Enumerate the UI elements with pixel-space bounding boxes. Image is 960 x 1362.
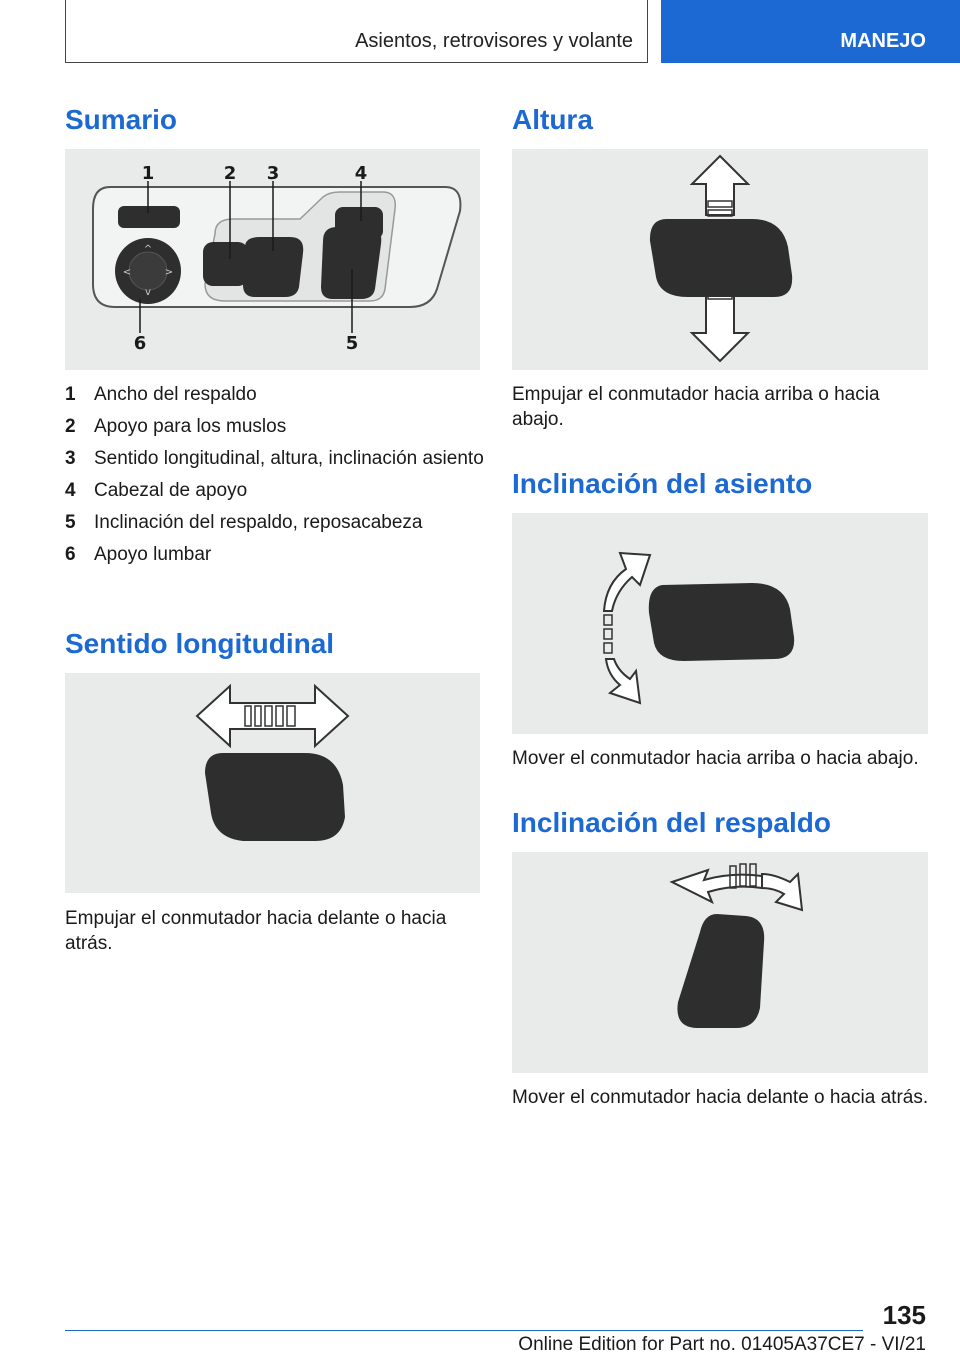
seat-tilt-illustration — [512, 513, 928, 734]
svg-text:<: < — [122, 267, 132, 278]
footer-edition: Online Edition for Part no. 01405A37CE7 - VI/21 — [518, 1334, 926, 1355]
legend-text: Inclinación del respaldo, reposacabeza — [94, 512, 423, 533]
legend-item — [65, 414, 485, 439]
heading-sumario: Sumario — [65, 104, 178, 135]
longitudinal-arrow-illustration — [65, 673, 480, 893]
legend-number: 4 — [65, 480, 76, 501]
header-chapter-title: MANEJO — [840, 30, 926, 52]
callout-4: 4 — [354, 163, 368, 184]
figure-inclinacion-asiento — [512, 513, 928, 734]
figure-longitudinal — [65, 673, 480, 893]
header-section-title: Asientos, retrovisores y volante — [355, 30, 633, 52]
legend-number: 1 — [65, 384, 76, 405]
callout-5: 5 — [345, 333, 359, 354]
heading-inclinacion-asiento: Inclinación del asiento — [512, 468, 813, 499]
figure-altura — [512, 149, 928, 370]
legend-list — [65, 382, 485, 574]
heading-altura: Altura — [512, 104, 593, 135]
legend-text: Sentido longitudinal, altura, inclinación asiento — [94, 448, 484, 469]
callout-2: 2 — [223, 163, 237, 184]
page-number: 135 — [882, 1300, 926, 1330]
legend-item — [65, 382, 485, 407]
figure-seat-controls-overview — [65, 149, 480, 370]
legend-item — [65, 510, 485, 535]
legend-number: 2 — [65, 416, 76, 437]
header-chapter-tab — [661, 0, 960, 63]
callout-1: 1 — [141, 163, 155, 184]
legend-item — [65, 542, 485, 567]
legend-item — [65, 478, 485, 503]
text-altura: Empujar el conmutador hacia arriba o hacia abajo. — [512, 384, 880, 430]
legend-text: Ancho del respaldo — [94, 384, 257, 405]
svg-text:v: v — [145, 287, 151, 298]
backrest-tilt-illustration — [512, 852, 928, 1073]
legend-text: Cabezal de apoyo — [94, 480, 248, 501]
legend-number: 3 — [65, 448, 76, 469]
svg-text:>: > — [164, 267, 174, 278]
legend-text: Apoyo lumbar — [94, 544, 212, 565]
heading-sentido-longitudinal: Sentido longitudinal — [65, 628, 335, 659]
svg-text:^: ^ — [143, 244, 153, 255]
heading-inclinacion-respaldo: Inclinación del respaldo — [512, 807, 831, 838]
callout-6: 6 — [133, 333, 147, 354]
legend-item — [65, 446, 485, 471]
text-longitudinal: Empujar el conmutador hacia delante o hacia atrás. — [65, 908, 447, 954]
legend-number: 6 — [65, 544, 76, 565]
callout-3: 3 — [266, 163, 280, 184]
figure-inclinacion-respaldo — [512, 852, 928, 1073]
seat-controls-illustration — [65, 149, 480, 370]
text-inclinacion-respaldo: Mover el conmutador hacia delante o hacia atrás. — [512, 1087, 929, 1108]
legend-text: Apoyo para los muslos — [94, 416, 287, 437]
text-inclinacion-asiento: Mover el conmutador hacia arriba o hacia abajo. — [512, 748, 919, 769]
height-arrow-illustration — [512, 149, 928, 370]
header-section-box — [65, 0, 648, 63]
legend-number: 5 — [65, 512, 76, 533]
footer-divider — [65, 1330, 863, 1331]
